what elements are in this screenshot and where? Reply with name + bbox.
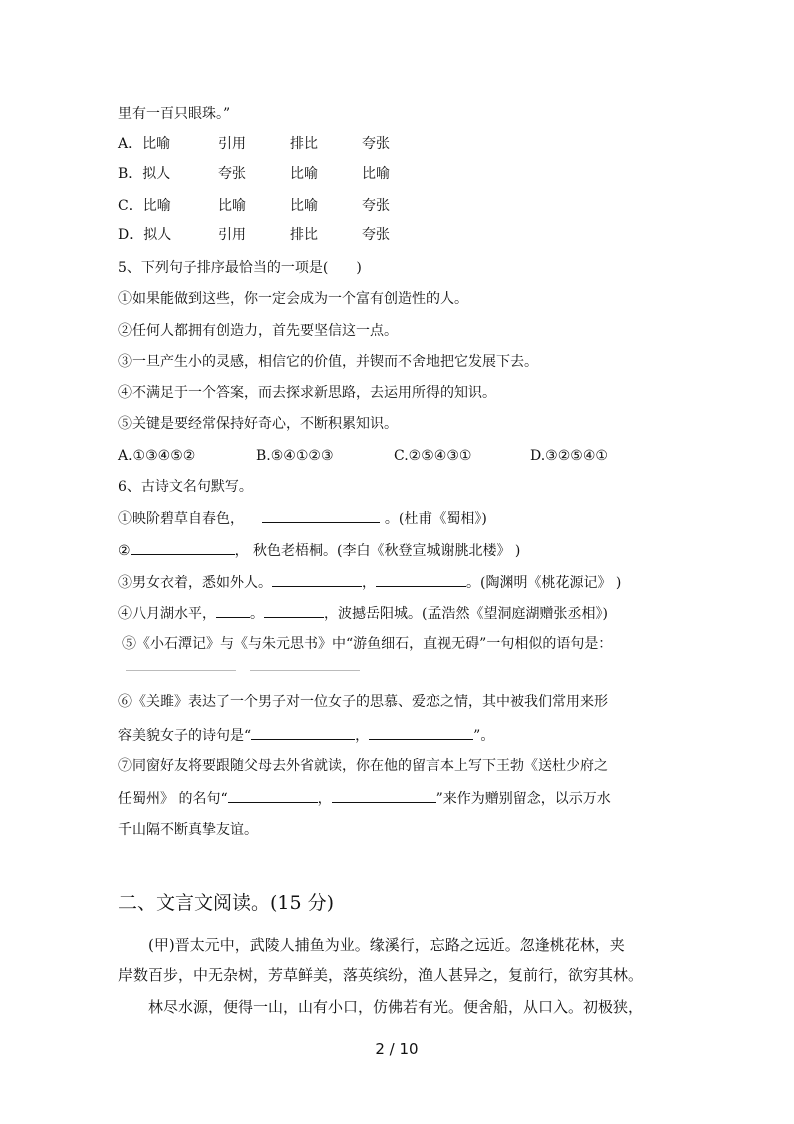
q4-option-a: A．比喻 引用 排比 夸张 bbox=[118, 136, 390, 152]
q6-item-7-line-2: 任蜀州》 的名句“ ， ”来作为赠别留念，以示万水 bbox=[118, 788, 611, 809]
q4-option-c: C．比喻 比喻 比喻 夸张 bbox=[118, 198, 390, 214]
answer-blank[interactable] bbox=[262, 508, 380, 523]
passage-line: 岸数百步，中无杂树，芳草鲜美，落英缤纷，渔人甚异之，复前行，欲穷其林。 bbox=[118, 966, 644, 984]
q4-option-d: D．拟人 引用 排比 夸张 bbox=[118, 227, 390, 243]
answer-blank[interactable] bbox=[272, 572, 362, 587]
q6-item-7-line-1: ⑦同窗好友将要跟随父母去外省就读，你在他的留言本上写下王勃《送杜少府之 bbox=[118, 758, 608, 774]
answer-blank[interactable] bbox=[369, 725, 473, 740]
q5-option-b: B.⑤④①②③ bbox=[256, 448, 334, 464]
q4-option-b: B．拟人 夸张 比喻 比喻 bbox=[118, 166, 390, 182]
q5-sentence-3: ③一旦产生小的灵感，相信它的价值，并锲而不舍地把它发展下去。 bbox=[118, 354, 538, 370]
q6-item-5-answer-line[interactable] bbox=[126, 662, 360, 674]
q5-sentence-1: ①如果能做到这些，你一定会成为一个富有创造性的人。 bbox=[118, 291, 468, 307]
q5-option-a: A.①③④⑤② bbox=[118, 448, 196, 464]
q5-sentence-5: ⑤关键是要经常保持好奇心，不断积累知识。 bbox=[118, 416, 398, 432]
page-number: 2 / 10 bbox=[375, 1040, 419, 1058]
q6-item-3: ③男女衣着，悉如外人。 ， 。(陶渊明《桃花源记》 ) bbox=[118, 572, 621, 593]
answer-blank[interactable] bbox=[126, 662, 236, 671]
q5-options bbox=[118, 446, 608, 466]
q6-item-1: ①映阶碧草自春色， 。(杜甫《蜀相》) bbox=[118, 508, 487, 529]
q5-sentence-2: ②任何人都拥有创造力，首先要坚信这一点。 bbox=[118, 323, 398, 339]
q5-sentence-4: ④不满足于一个答案，而去探求新思路，去运用所得的知识。 bbox=[118, 385, 496, 401]
answer-blank[interactable] bbox=[251, 725, 355, 740]
answer-blank[interactable] bbox=[228, 788, 318, 803]
answer-blank[interactable] bbox=[332, 788, 436, 803]
passage-line: 林尽水源，便得一山，山有小口，仿佛若有光。便舍船，从口入。初极狭， bbox=[148, 998, 644, 1016]
answer-blank[interactable] bbox=[376, 572, 466, 587]
answer-blank[interactable] bbox=[250, 662, 360, 671]
q6-item-6-line-2: 容美貌女子的诗句是“ ， ”。 bbox=[118, 725, 494, 746]
q6-item-6-line-1: ⑥《关雎》表达了一个男子对一位女子的思慕、爱恋之情，其中被我们常用来形 bbox=[118, 694, 608, 710]
passage-line: (甲)晋太元中，武陵人捕鱼为业。缘溪行，忘路之远近。忽逢桃花林，夹 bbox=[148, 936, 625, 954]
q6-item-2: ② ， 秋色老梧桐。(李白《秋登宣城谢朓北楼》 ) bbox=[118, 540, 520, 561]
q5-option-c: C.②⑤④③① bbox=[394, 448, 472, 464]
answer-blank[interactable] bbox=[131, 540, 235, 555]
q6-item-5: ⑤《小石潭记》与《与朱元思书》中“游鱼细石，直视无碍”一句相似的语句是： bbox=[122, 636, 613, 652]
question-6-stem: 6、古诗文名句默写。 bbox=[118, 479, 253, 495]
q6-item-4: ④八月湖水平， 。 ，波撼岳阳城。(孟浩然《望洞庭湖赠张丞相》) bbox=[118, 603, 608, 624]
question-5-stem: 5、下列句子排序最恰当的一项是( ) bbox=[118, 260, 362, 276]
answer-blank[interactable] bbox=[264, 603, 324, 618]
q5-option-d: D.③②⑤④① bbox=[530, 448, 608, 464]
section-2-title: 二、文言文阅读。(15 分) bbox=[118, 892, 335, 914]
q6-item-7-line-3: 千山隔不断真挚友谊。 bbox=[118, 822, 258, 838]
answer-blank[interactable] bbox=[216, 603, 250, 618]
question-4-tail: 里有一百只眼珠。” bbox=[118, 106, 231, 122]
